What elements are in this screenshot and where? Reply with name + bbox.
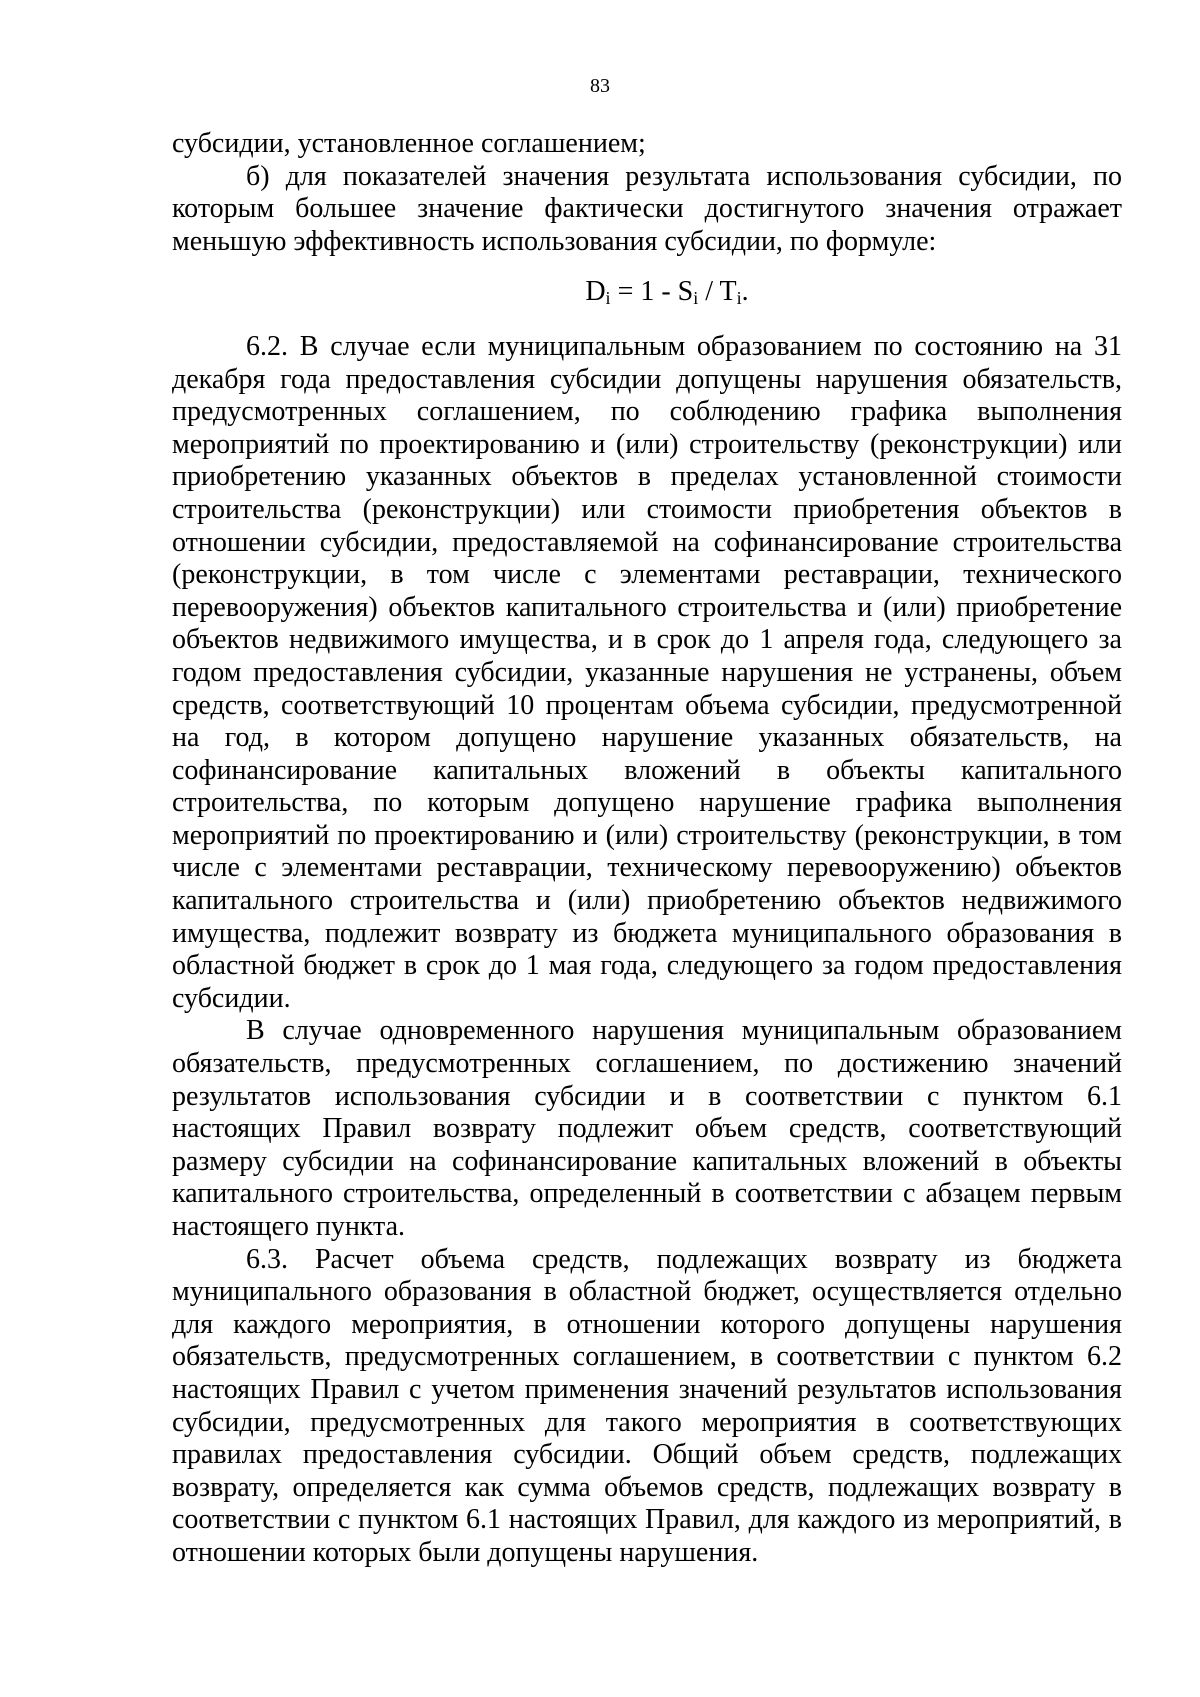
paragraph-6-2: 6.2. В случае если муниципальным образованием по состоянию на 31 декабря года предоставления субсидии допущены нарушения обязательств, предусмотренных соглашением, по соблюдению графика выполнения мероприятий по проектированию и (или) строительству (реконструкции) или приобретению указанных объектов в пределах установленной стоимости строительства (реконструкции) или стоимости приобретения объектов в отношении субсидии, предоставляемой на софинансирование строительства (реконструкции, в том числе с элементами реставрации, технического перевооружения) объектов капитального строительства и (или) приобретение объектов недвижимого имущества, и в срок до 1 апреля года, следующего за годом предоставления субсидии, указанные нарушения не устранены, объем средств, соответствующий 10 процентам объема субсидии, предусмотренной на год, в котором допущено нарушение указанных обязательств, на софинансирование капитальных вложений в объекты капитального строительства, по которым допущено нарушение графика выполнения мероприятий по проектированию и (или) строительству (реконструкции, в том числе с элементами реставрации, техническому перевооружению) объектов капитального строительства и (или) приобретению объектов недвижимого имущества, подлежит возврату из бюджета муниципального образования в областной бюджет в срок до 1 мая года, следующего за годом предоставления субсидии. <box>172 330 1122 1014</box>
formula-slash: / T <box>698 276 737 308</box>
paragraph-simultaneous-violation: В случае одновременного нарушения муниципальным образованием обязательств, предусмотренных соглашением, по достижению значений результатов использования субсидии и в соответствии с пунктом 6.1 настоящих Правил возврату подлежит объем средств, соответствующий размеру субсидии на софинансирование капитальных вложений в объекты капитального строительства, определенный в соответствии с абзацем первым настоящего пункта. <box>172 1015 1122 1242</box>
formula-s-subscript: i <box>693 288 699 309</box>
formula-t-subscript: i <box>736 288 742 309</box>
document-body <box>172 128 1122 1570</box>
page-number: 83 <box>590 75 610 97</box>
formula-end: . <box>741 276 749 308</box>
formula <box>172 276 1122 309</box>
paragraph-6-3: 6.3. Расчет объема средств, подлежащих возврату из бюджета муниципального образования в областной бюджет, осуществляется отдельно для каждого мероприятия, в отношении которого допущены нарушения обязательств, предусмотренных соглашением, в соответствии с пунктом 6.2 настоящих Правил с учетом применения значений результатов использования субсидии, предусмотренных для такого мероприятия в соответствующих правилах предоставления субсидии. Общий объем средств, подлежащих возврату, определяется как сумма объемов средств, подлежащих возврату в соответствии с пунктом 6.1 настоящих Правил, для каждого из мероприятий, в отношении которых были допущены нарушения. <box>172 1243 1122 1568</box>
formula-d: D <box>585 276 606 308</box>
paragraph-item-b: б) для показателей значения результата использования субсидии, по которым большее значение фактически достигнутого значения отражает меньшую эффективность использования субсидии, по формуле: <box>172 160 1122 257</box>
formula-middle: = 1 - S <box>610 276 694 308</box>
paragraph-continuation: субсидии, установленное соглашением; <box>172 128 646 159</box>
formula-d-subscript: i <box>605 288 611 309</box>
